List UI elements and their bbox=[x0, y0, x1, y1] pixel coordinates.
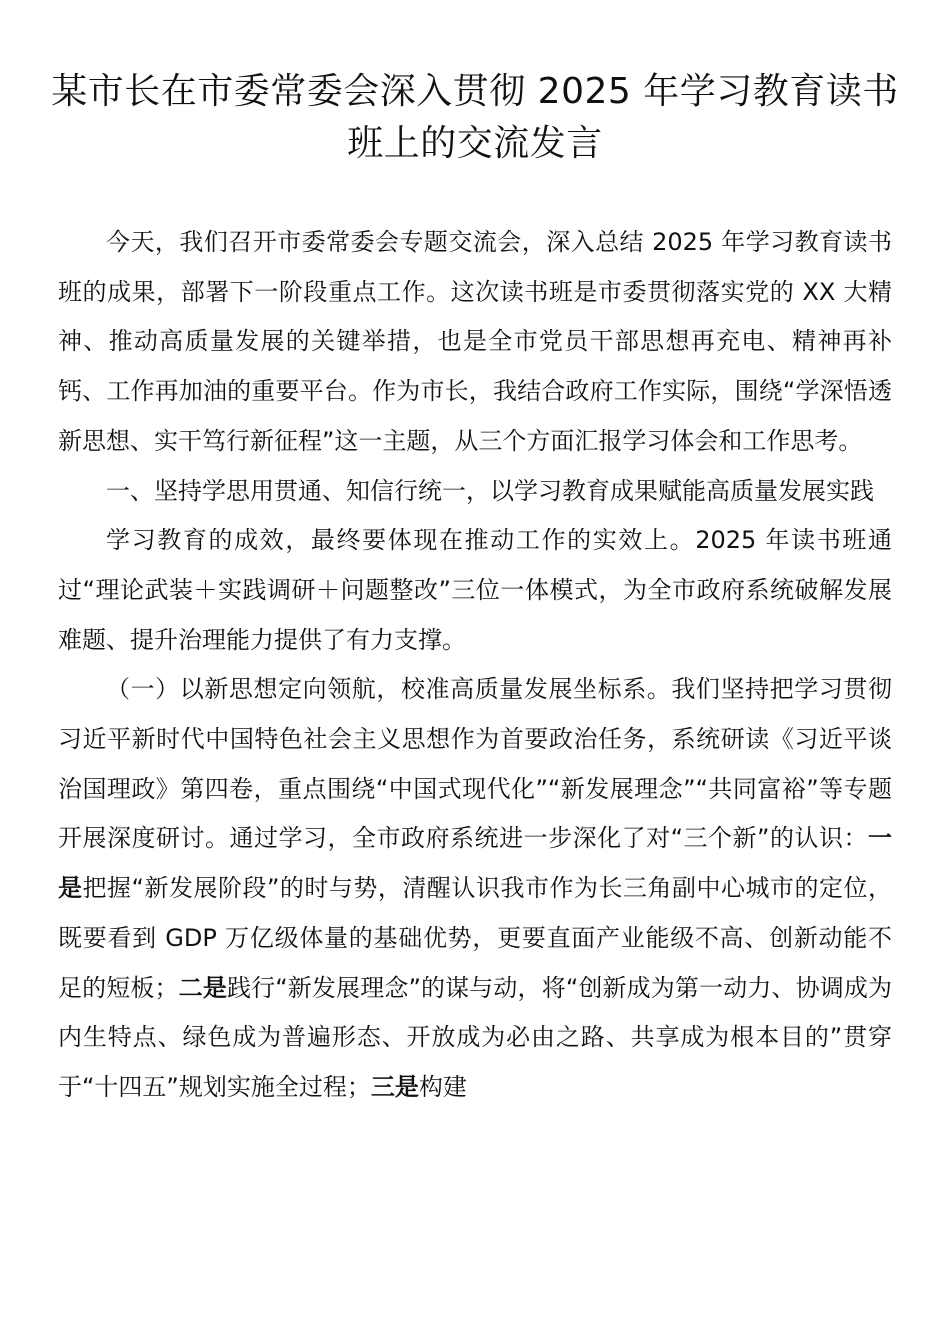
subsection-1-lead: （一）以新思想定向领航，校准高质量发展坐标系。我们坚持把学习贯彻习近平新时代中国特色社会主义思想作为首要政治任务，系统研读《习近平谈治国理政》第四卷，重点围绕“中国式现代化”“新发展理念”“共同富裕”等专题开展深度研讨。通过学习，全市政府系统进一步深化了对“三个新”的认识： bbox=[58, 675, 892, 853]
section-heading-1: 一、坚持学思用贯通、知信行统一，以学习教育成果赋能高质量发展实践 bbox=[106, 476, 874, 505]
document-title: 某市长在市委常委会深入贯彻 2025 年学习教育读书班上的交流发言 bbox=[51, 71, 899, 164]
point-3-text: 构建 bbox=[418, 1072, 467, 1101]
point-2-text: 践行“新发展理念”的谋与动，将“创新成为第一动力、协调成为内生特点、绿色成为普遍形态、开放成为必由之路、共享成为根本目的”贯穿于“十四五”规划实施全过程； bbox=[58, 973, 893, 1101]
point-1-text: 把握“新发展阶段”的时与势，清醒认识我市作为长三角副中心城市的定位，既要看到 GDP 万亿级体量的基础优势，更要直面产业能级不高、创新动能不足的短板； bbox=[58, 874, 893, 1002]
point-2-label: 二是 bbox=[178, 973, 227, 1002]
point-1-label: 一是 bbox=[58, 824, 892, 903]
paragraph-section1-intro: 学习教育的成效，最终要体现在推动工作的实效上。2025 年读书班通过“理论武装＋实践调研＋问题整改”三位一体模式，为全市政府系统破解发展难题、提升治理能力提供了有力支撑。 bbox=[58, 526, 892, 654]
paragraph-subsection-1 bbox=[58, 665, 892, 1112]
paragraph-intro: 今天，我们召开市委常委会专题交流会，深入总结 2025 年学习教育读书班的成果，部署下一阶段重点工作。这次读书班是市委贯彻落实党的 XX 大精神、推动高质量发展的关键举措，也是全市党员干部思想再充电、精神再补钙、工作再加油的重要平台。作为市长，我结合政府工作实际，围绕“学深悟透新思想、实干笃行新征程”这一主题，从三个方面汇报学习体会和工作思考。 bbox=[58, 228, 892, 455]
point-3-label: 三是 bbox=[370, 1072, 419, 1101]
document-body bbox=[58, 218, 892, 1113]
